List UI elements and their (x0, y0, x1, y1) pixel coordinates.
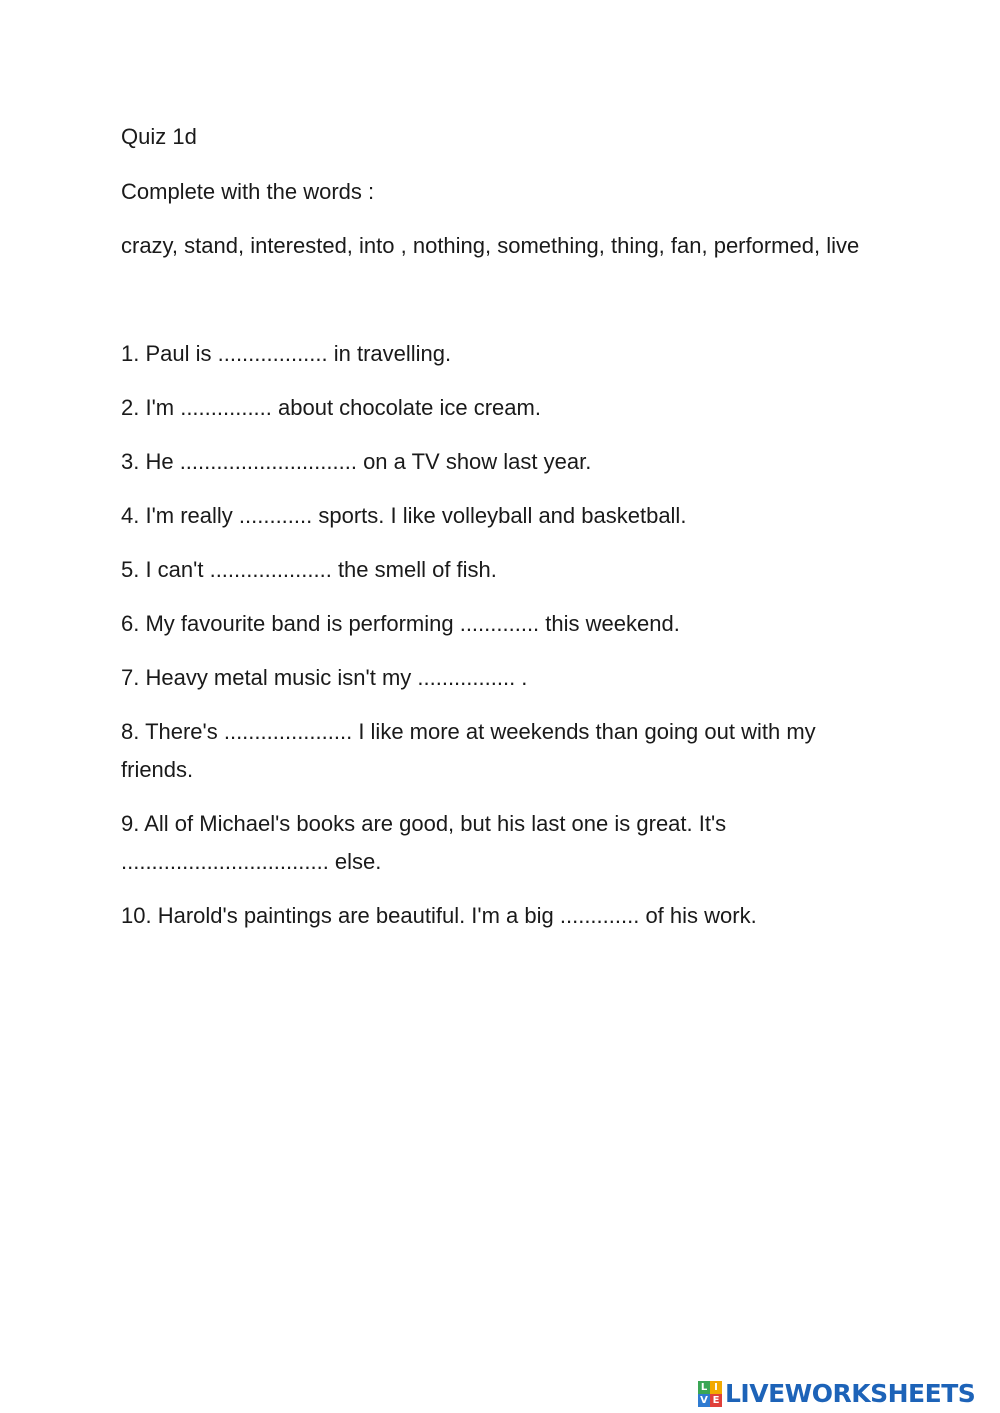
logo-letter: E (710, 1394, 722, 1407)
question-item: 6. My favourite band is performing ............. this weekend. (121, 611, 680, 636)
word-bank: crazy, stand, interested, into , nothing, something, thing, fan, performed, live (121, 233, 860, 258)
question-item: 9. All of Michael's books are good, but his last one is great. It's .................................. else. (121, 811, 727, 874)
page-title: Quiz 1d (121, 124, 197, 149)
worksheet (121, 118, 881, 951)
question-item: 8. There's ..................... I like more at weekends than going out with my friends. (121, 719, 816, 782)
question-item: 10. Harold's paintings are beautiful. I'm a big ............. of his work. (121, 903, 757, 928)
logo-letter: I (710, 1381, 722, 1394)
question-item: 3. He ............................. on a TV show last year. (121, 449, 592, 474)
logo-mark-icon (698, 1381, 722, 1407)
logo-letter: L (698, 1381, 710, 1394)
question-item: 4. I'm really ............ sports. I like volleyball and basketball. (121, 503, 687, 528)
question-item: 1. Paul is .................. in travelling. (121, 341, 452, 366)
logo-text: LIVEWORKSHEETS (725, 1379, 976, 1408)
question-item: 2. I'm ............... about chocolate ice cream. (121, 395, 541, 420)
instruction-text: Complete with the words : (121, 179, 375, 204)
question-item: 7. Heavy metal music isn't my ................ . (121, 665, 528, 690)
question-item: 5. I can't .................... the smell of fish. (121, 557, 497, 582)
question-list (121, 335, 881, 935)
logo-letter: V (698, 1394, 710, 1407)
liveworksheets-logo (698, 1377, 975, 1411)
